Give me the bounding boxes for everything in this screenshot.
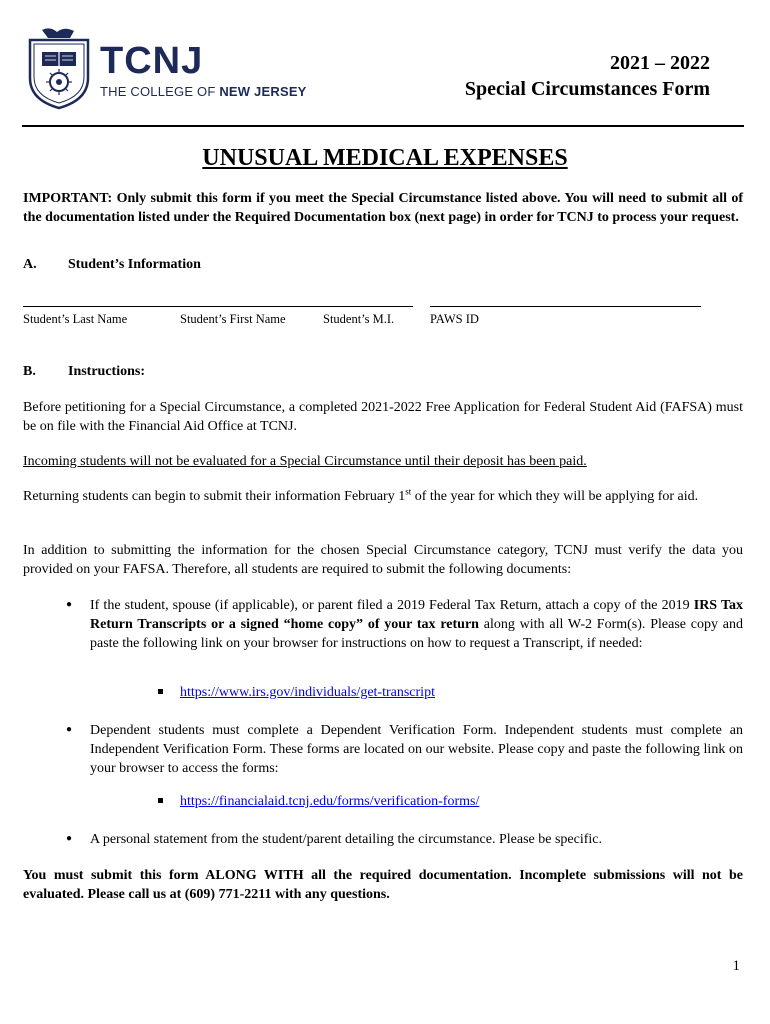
tax-transcript-bullet: If the student, spouse (if applicable), or parent filed a 2019 Federal Tax Return, attach a copy of the 2019 IRS Tax Return Transcripts or a signed “home copy” of your tax return along with all W-2 Form(s). Please copy and paste the following link on your browser for instructions on how to request a Transcript, if needed: bbox=[90, 598, 744, 651]
section-b-heading: Instructions: bbox=[68, 364, 146, 379]
verification-form-bullet: Dependent students must complete a Dependent Verification Form. Independent students must complete an Independent Verification Form. These forms are located on our website. Please copy and paste the following link on your browser to access the forms: bbox=[90, 723, 743, 776]
paws-id-line[interactable] bbox=[430, 306, 701, 307]
header-year: 2021 – 2022 bbox=[610, 52, 710, 74]
fafsa-requirement-paragraph: Before petitioning for a Special Circumstance, a completed 2021-2022 Free Application for Federal Student Aid (FAFSA) must be on file with the Financial Aid Office at TCNJ. bbox=[23, 400, 743, 434]
middle-initial-label: Student’s M.I. bbox=[323, 312, 395, 326]
verification-paragraph: In addition to submitting the information for the chosen Special Circumstance category, TCNJ must verify the data you provided on your FAFSA. Therefore, all students are required to submit the following documents: bbox=[23, 543, 743, 577]
bullet-icon: ● bbox=[66, 599, 73, 610]
header-divider bbox=[22, 125, 744, 127]
header-form-title: Special Circumstances Form bbox=[464, 78, 710, 100]
section-a-letter: A. bbox=[23, 257, 37, 272]
college-wordmark bbox=[100, 42, 307, 99]
square-bullet-icon bbox=[158, 798, 163, 803]
wordmark-subtitle: THE COLLEGE OF NEW JERSEY bbox=[100, 84, 307, 99]
returning-students-paragraph: Returning students can begin to submit their information February 1st of the year for which they will be applying for aid. bbox=[23, 486, 699, 504]
section-b-letter: B. bbox=[23, 364, 36, 379]
bullet-icon: ● bbox=[66, 724, 73, 735]
bullet-icon: ● bbox=[66, 833, 73, 844]
wordmark-tcnj: TCNJ bbox=[100, 40, 204, 82]
name-fields-line[interactable] bbox=[23, 306, 413, 307]
page-number: 1 bbox=[732, 958, 740, 974]
paws-id-label: PAWS ID bbox=[430, 312, 479, 326]
last-name-label: Student’s Last Name bbox=[23, 312, 128, 326]
personal-statement-bullet: A personal statement from the student/parent detailing the circumstance. Please be specific. bbox=[90, 832, 602, 847]
first-name-label: Student’s First Name bbox=[180, 312, 286, 326]
document-title: UNUSUAL MEDICAL EXPENSES bbox=[202, 145, 568, 171]
verification-forms-link[interactable]: https://financialaid.tcnj.edu/forms/verification-forms/ bbox=[180, 794, 480, 809]
college-seal-logo bbox=[24, 26, 94, 110]
incoming-students-note: Incoming students will not be evaluated for a Special Circumstance until their deposit has been paid. bbox=[23, 454, 587, 469]
square-bullet-icon bbox=[158, 689, 163, 694]
important-notice: IMPORTANT: Only submit this form if you meet the Special Circumstance listed above. You will need to submit all of the documentation listed under the Required Documentation box (next page) in order for TCNJ to process your request. bbox=[23, 191, 743, 225]
closing-notice: You must submit this form ALONG WITH all the required documentation. Incomplete submissions will not be evaluated. Please call us at (609) 771-2211 with any questions. bbox=[23, 868, 743, 902]
section-a-heading: Student’s Information bbox=[68, 257, 201, 272]
irs-transcript-link[interactable]: https://www.irs.gov/individuals/get-transcript bbox=[180, 685, 435, 700]
